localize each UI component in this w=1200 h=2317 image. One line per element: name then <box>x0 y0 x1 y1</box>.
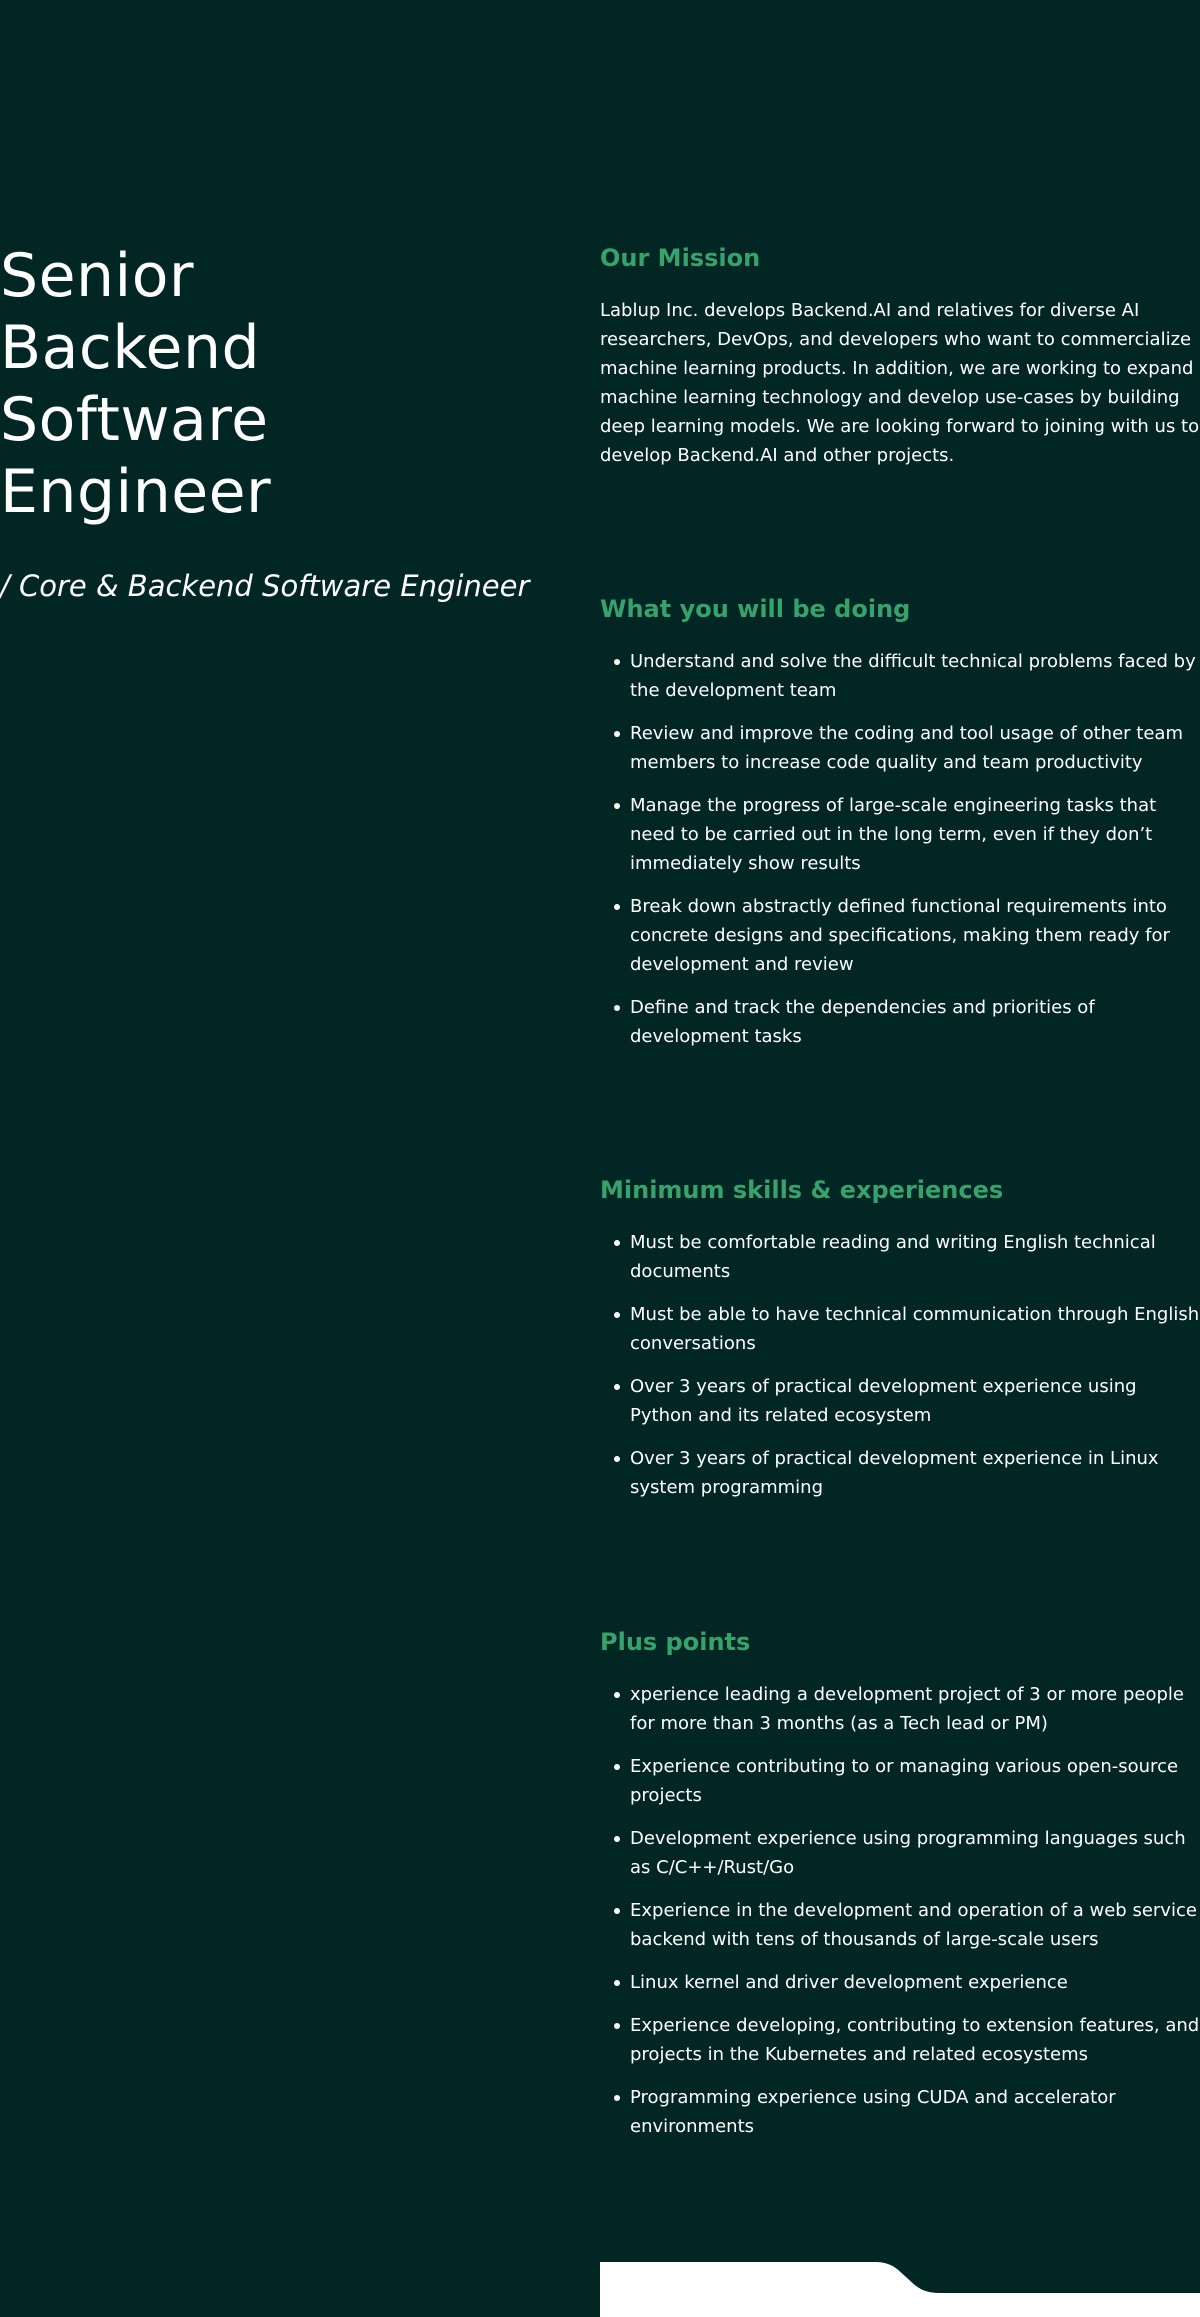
responsibilities-list <box>600 647 1200 1051</box>
job-header <box>0 240 560 606</box>
apply-card-shape <box>600 2262 1200 2317</box>
list-item: Manage the progress of large-scale engineering tasks that need to be carried out in the long term, even if they don’t immediately show results <box>600 791 1200 878</box>
list-item: Programming experience using CUDA and accelerator environments <box>600 2083 1200 2141</box>
list-item: Understand and solve the difficult technical problems faced by the development team <box>600 647 1200 705</box>
list-item: Experience in the development and operation of a web service backend with tens of thousands of large-scale users <box>600 1896 1200 1954</box>
section-heading: What you will be doing <box>600 595 911 623</box>
job-title-line: Software <box>0 385 269 455</box>
requirements-list <box>600 1228 1200 1502</box>
list-item: Define and track the dependencies and priorities of development tasks <box>600 993 1200 1051</box>
section-heading: Plus points <box>600 1628 751 1656</box>
job-subtitle: / Core & Backend Software Engineer <box>0 569 530 603</box>
list-item: Must be able to have technical communication through English conversations <box>600 1300 1200 1358</box>
section-minimum-skills <box>600 1174 1200 1516</box>
job-title-line: Senior <box>0 241 195 311</box>
list-item: Experience developing, contributing to extension features, and projects in the Kubernetes and related ecosystems <box>600 2011 1200 2069</box>
list-item: Review and improve the coding and tool usage of other team members to increase code quality and team productivity <box>600 719 1200 777</box>
list-item: Break down abstractly defined functional requirements into concrete designs and specifications, making them ready for development and review <box>600 892 1200 979</box>
mission-text: Lablup Inc. develops Backend.AI and relatives for diverse AI researchers, DevOps, and developers who want to commercialize machine learning products. In addition, we are working to expand machine learning technology and develop use-cases by building deep learning models. We are looking forward to joining with us to develop Backend.AI and other projects. <box>600 300 1200 466</box>
section-heading: Minimum skills & experiences <box>600 1176 1004 1204</box>
list-item: xperience leading a development project of 3 or more people for more than 3 months (as a Tech lead or PM) <box>600 1680 1200 1738</box>
section-our-mission <box>600 242 1200 470</box>
list-item: Must be comfortable reading and writing English technical documents <box>600 1228 1200 1286</box>
section-heading: Our Mission <box>600 244 761 272</box>
job-title-line: Backend <box>0 313 261 383</box>
section-plus-points <box>600 1626 1200 2155</box>
list-item: Experience contributing to or managing various open-source projects <box>600 1752 1200 1810</box>
job-title <box>0 240 560 528</box>
apply-card-top <box>600 2262 1200 2317</box>
list-item: Over 3 years of practical development experience in Linux system programming <box>600 1444 1200 1502</box>
section-what-you-will-be-doing <box>600 593 1200 1065</box>
list-item: Over 3 years of practical development experience using Python and its related ecosystem <box>600 1372 1200 1430</box>
job-title-line: Engineer <box>0 457 272 527</box>
plus-points-list <box>600 1680 1200 2141</box>
list-item: Development experience using programming languages such as C/C++/Rust/Go <box>600 1824 1200 1882</box>
list-item: Linux kernel and driver development experience <box>600 1968 1200 1997</box>
